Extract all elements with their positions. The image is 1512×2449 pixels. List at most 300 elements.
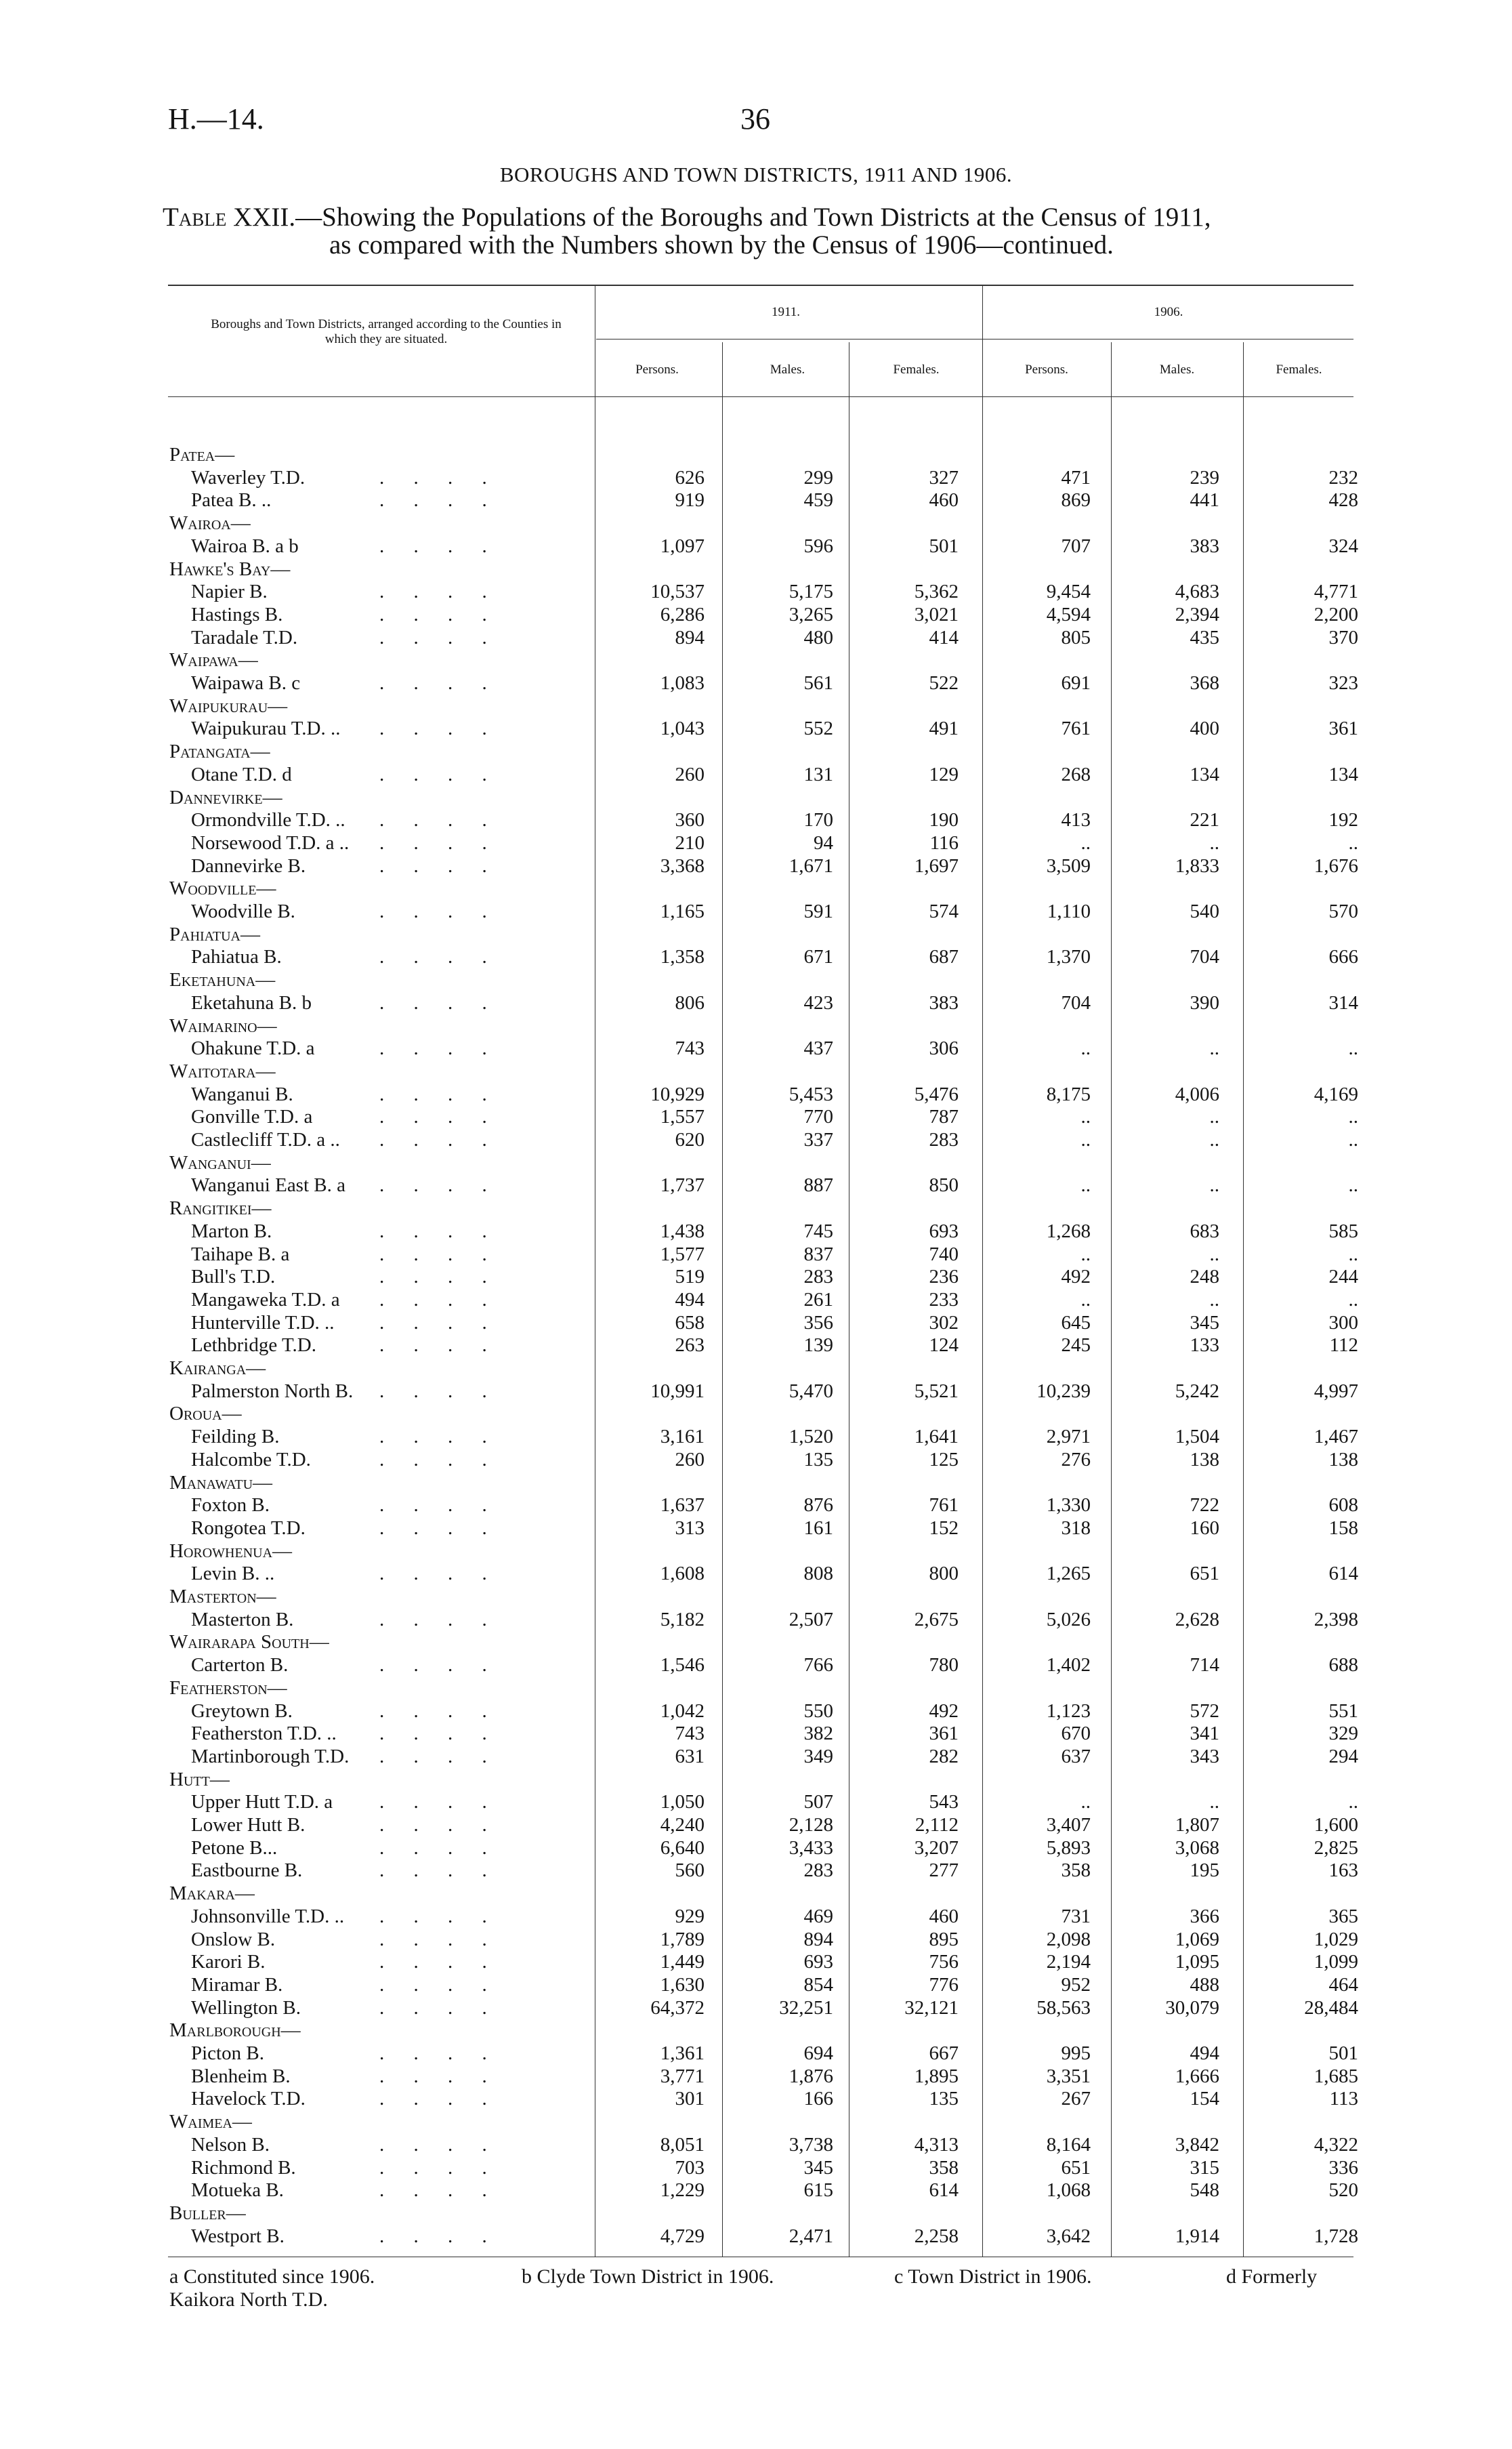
county-name: Hutt— bbox=[169, 1768, 230, 1790]
cell-males-1906: .. bbox=[1209, 1288, 1219, 1311]
cell-persons-1911: 631 bbox=[675, 1745, 705, 1767]
cell-females-1906: 361 bbox=[1328, 718, 1358, 740]
place-name: Marton B. bbox=[191, 1220, 272, 1242]
cell-persons-1906: 8,164 bbox=[1046, 2133, 1091, 2156]
cell-persons-1906: 10,239 bbox=[1036, 1380, 1091, 1402]
place-name: Johnsonville T.D. .. bbox=[191, 1905, 345, 1927]
cell-females-1906: 28,484 bbox=[1304, 1996, 1358, 2019]
cell-females-1906: .. bbox=[1348, 1791, 1358, 1813]
col-persons-1906: Persons. bbox=[1025, 363, 1068, 377]
cell-persons-1911: 1,358 bbox=[660, 946, 705, 968]
table-row bbox=[0, 1037, 1512, 1060]
place-name: Nelson B. bbox=[191, 2133, 270, 2156]
cell-males-1911: 382 bbox=[803, 1723, 833, 1745]
cell-persons-1911: 3,771 bbox=[660, 2065, 705, 2087]
place-name: Wellington B. bbox=[191, 1996, 301, 2019]
place-name: Dannevirke B. bbox=[191, 855, 306, 877]
cell-persons-1906: .. bbox=[1080, 1037, 1091, 1060]
cell-females-1911: 693 bbox=[929, 1220, 959, 1242]
cell-females-1911: 2,258 bbox=[914, 2225, 959, 2247]
table-label: Table XXII. bbox=[163, 203, 296, 232]
cell-persons-1906: 276 bbox=[1061, 1448, 1091, 1470]
cell-females-1911: 491 bbox=[929, 718, 959, 740]
leader-dots: . . . . bbox=[379, 2156, 499, 2179]
county-heading-row bbox=[0, 1357, 1512, 1380]
county-name: Waimarino— bbox=[169, 1014, 277, 1037]
county-heading-row bbox=[0, 695, 1512, 718]
stub-header: Boroughs and Town Districts, arranged according to the Counties in which they are situated. bbox=[211, 317, 562, 346]
cell-males-1906: 221 bbox=[1190, 809, 1219, 831]
cell-males-1906: .. bbox=[1209, 1243, 1219, 1265]
cell-persons-1906: 5,893 bbox=[1046, 1836, 1091, 1859]
county-heading-row bbox=[0, 2111, 1512, 2133]
place-name: Napier B. bbox=[191, 581, 268, 603]
year-1906-header: 1906. bbox=[1154, 305, 1183, 319]
cell-females-1906: 323 bbox=[1328, 672, 1358, 694]
cell-persons-1906: 707 bbox=[1061, 535, 1091, 557]
cell-persons-1911: 4,240 bbox=[660, 1814, 705, 1836]
leader-dots: . . . . bbox=[379, 672, 499, 694]
cell-females-1906: 501 bbox=[1328, 2042, 1358, 2064]
cell-females-1911: 740 bbox=[929, 1243, 959, 1265]
place-name: Halcombe T.D. bbox=[191, 1448, 311, 1470]
cell-males-1906: 4,006 bbox=[1175, 1083, 1219, 1105]
cell-males-1906: 341 bbox=[1190, 1723, 1219, 1745]
table-row bbox=[0, 1859, 1512, 1882]
cell-persons-1906: 651 bbox=[1061, 2156, 1091, 2179]
cell-persons-1911: 703 bbox=[675, 2156, 705, 2179]
cell-males-1911: 5,175 bbox=[789, 581, 833, 603]
cell-persons-1911: 260 bbox=[675, 763, 705, 785]
county-heading-row bbox=[0, 1586, 1512, 1608]
cell-persons-1906: 8,175 bbox=[1046, 1083, 1091, 1105]
cell-males-1906: 540 bbox=[1190, 901, 1219, 922]
cell-females-1906: .. bbox=[1348, 1129, 1358, 1151]
cell-females-1906: 4,997 bbox=[1314, 1380, 1358, 1402]
cell-males-1906: 366 bbox=[1190, 1905, 1219, 1927]
cell-females-1906: 570 bbox=[1328, 901, 1358, 922]
county-name: Wairoa— bbox=[169, 512, 251, 535]
place-name: Lower Hutt B. bbox=[191, 1814, 306, 1836]
cell-persons-1906: .. bbox=[1080, 1129, 1091, 1151]
cell-males-1911: 349 bbox=[803, 1745, 833, 1767]
cell-persons-1911: 3,368 bbox=[660, 855, 705, 877]
cell-persons-1906: .. bbox=[1080, 1106, 1091, 1128]
cell-females-1911: 152 bbox=[929, 1517, 959, 1539]
place-name: Eketahuna B. b bbox=[191, 991, 312, 1014]
cell-persons-1906: 2,194 bbox=[1046, 1951, 1091, 1973]
cell-males-1911: 337 bbox=[803, 1129, 833, 1151]
cell-females-1911: 614 bbox=[929, 2179, 959, 2202]
cell-females-1906: 520 bbox=[1328, 2179, 1358, 2202]
table-caption bbox=[163, 203, 1382, 259]
cell-males-1906: 4,683 bbox=[1175, 581, 1219, 603]
leader-dots: . . . . bbox=[379, 1083, 499, 1105]
county-heading-row bbox=[0, 1403, 1512, 1425]
cell-females-1911: 787 bbox=[929, 1106, 959, 1128]
leader-dots: . . . . bbox=[379, 466, 499, 489]
leader-dots: . . . . bbox=[379, 1951, 499, 1973]
leader-dots: . . . . bbox=[379, 718, 499, 740]
county-name: Horowhenua— bbox=[169, 1540, 293, 1562]
cell-persons-1906: .. bbox=[1080, 831, 1091, 854]
county-name: Oroua— bbox=[169, 1403, 242, 1425]
table-row bbox=[0, 2042, 1512, 2065]
cell-females-1911: 780 bbox=[929, 1654, 959, 1676]
cell-males-1911: 745 bbox=[803, 1220, 833, 1242]
cell-persons-1911: 1,361 bbox=[660, 2042, 705, 2064]
place-name: Richmond B. bbox=[191, 2156, 296, 2179]
table-row bbox=[0, 2225, 1512, 2248]
cell-males-1906: 1,807 bbox=[1175, 1814, 1219, 1836]
cell-persons-1906: 952 bbox=[1061, 1973, 1091, 1996]
cell-males-1906: 722 bbox=[1190, 1494, 1219, 1517]
place-name: Palmerston North B. bbox=[191, 1380, 354, 1402]
cell-persons-1906: 58,563 bbox=[1036, 1996, 1091, 2019]
table-row bbox=[0, 1517, 1512, 1540]
county-name: Featherston— bbox=[169, 1676, 287, 1699]
cell-persons-1911: 1,449 bbox=[660, 1951, 705, 1973]
leader-dots: . . . . bbox=[379, 1380, 499, 1402]
cell-females-1906: .. bbox=[1348, 1288, 1358, 1311]
cell-males-1906: 5,242 bbox=[1175, 1380, 1219, 1402]
leader-dots: . . . . bbox=[379, 1288, 499, 1311]
county-name: Waitotara— bbox=[169, 1060, 276, 1082]
leader-dots: . . . . bbox=[379, 1266, 499, 1288]
cell-females-1911: 895 bbox=[929, 1928, 959, 1950]
cell-females-1906: 4,322 bbox=[1314, 2133, 1358, 2156]
cell-females-1906: 428 bbox=[1328, 489, 1358, 512]
cell-males-1906: 488 bbox=[1190, 1973, 1219, 1996]
cell-females-1906: 1,685 bbox=[1314, 2065, 1358, 2087]
col-males-1906: Males. bbox=[1159, 363, 1195, 377]
cell-persons-1911: 10,991 bbox=[650, 1380, 705, 1402]
table-row bbox=[0, 1997, 1512, 2019]
cell-persons-1911: 929 bbox=[675, 1905, 705, 1927]
cell-males-1911: 552 bbox=[803, 718, 833, 740]
table-row bbox=[0, 604, 1512, 626]
table-row bbox=[0, 1266, 1512, 1288]
county-name: Eketahuna— bbox=[169, 969, 276, 991]
cell-persons-1906: 318 bbox=[1061, 1517, 1091, 1539]
county-heading-row bbox=[0, 444, 1512, 466]
county-heading-row bbox=[0, 1061, 1512, 1083]
table-row bbox=[0, 627, 1512, 649]
cell-persons-1911: 260 bbox=[675, 1448, 705, 1470]
cell-males-1906: 572 bbox=[1190, 1700, 1219, 1722]
cell-males-1911: 94 bbox=[814, 831, 833, 854]
cell-males-1906: 2,394 bbox=[1175, 603, 1219, 625]
cell-females-1911: 383 bbox=[929, 991, 959, 1014]
footnote-c: c Town District in 1906. bbox=[894, 2265, 1092, 2288]
table-row bbox=[0, 672, 1512, 695]
place-name: Waipawa B. c bbox=[191, 672, 301, 694]
county-heading-row bbox=[0, 2202, 1512, 2225]
cell-females-1911: 501 bbox=[929, 535, 959, 557]
year-1911-header: 1911. bbox=[771, 305, 801, 319]
cell-persons-1906: 1,370 bbox=[1046, 946, 1091, 968]
county-name: Masterton— bbox=[169, 1586, 276, 1607]
cell-males-1911: 1,671 bbox=[789, 855, 833, 877]
col-females-1906: Females. bbox=[1276, 363, 1322, 377]
cell-males-1911: 596 bbox=[803, 535, 833, 557]
place-name: Upper Hutt T.D. a bbox=[191, 1791, 333, 1813]
cell-females-1911: 283 bbox=[929, 1129, 959, 1151]
cell-females-1911: 233 bbox=[929, 1288, 959, 1311]
place-name: Gonville T.D. a bbox=[191, 1106, 313, 1128]
cell-males-1906: 138 bbox=[1190, 1448, 1219, 1470]
cell-persons-1911: 658 bbox=[675, 1311, 705, 1334]
cell-males-1906: 704 bbox=[1190, 946, 1219, 968]
cell-males-1906: 134 bbox=[1190, 763, 1219, 785]
cell-males-1906: 1,069 bbox=[1175, 1928, 1219, 1950]
cell-persons-1906: 492 bbox=[1061, 1266, 1091, 1288]
cell-females-1906: 294 bbox=[1328, 1745, 1358, 1767]
cell-males-1906: 435 bbox=[1190, 626, 1219, 649]
place-name: Hastings B. bbox=[191, 603, 283, 625]
place-name: Castlecliff T.D. a .. bbox=[191, 1129, 340, 1151]
leader-dots: . . . . bbox=[379, 1608, 499, 1630]
cell-persons-1906: 761 bbox=[1061, 718, 1091, 740]
cell-females-1906: 614 bbox=[1328, 1563, 1358, 1585]
cell-persons-1906: 471 bbox=[1061, 466, 1091, 489]
cell-males-1906: 1,666 bbox=[1175, 2065, 1219, 2087]
table-row bbox=[0, 1380, 1512, 1403]
table-row bbox=[0, 1609, 1512, 1631]
cell-females-1906: 244 bbox=[1328, 1266, 1358, 1288]
county-name: Kairanga— bbox=[169, 1357, 266, 1379]
cell-females-1911: 32,121 bbox=[904, 1996, 959, 2019]
cell-persons-1911: 10,537 bbox=[650, 581, 705, 603]
footnote-d-continued: Kaikora North T.D. bbox=[169, 2288, 328, 2311]
cell-males-1906: 494 bbox=[1190, 2042, 1219, 2064]
cell-persons-1906: 645 bbox=[1061, 1311, 1091, 1334]
table-row bbox=[0, 535, 1512, 558]
cell-males-1911: 437 bbox=[803, 1037, 833, 1060]
leader-dots: . . . . bbox=[379, 1745, 499, 1767]
cell-females-1906: 365 bbox=[1328, 1905, 1358, 1927]
county-name: Wanganui— bbox=[169, 1151, 271, 1174]
cell-males-1906: 315 bbox=[1190, 2156, 1219, 2179]
leader-dots: . . . . bbox=[379, 489, 499, 512]
cell-females-1906: 608 bbox=[1328, 1494, 1358, 1517]
table-row bbox=[0, 489, 1512, 512]
table-row bbox=[0, 581, 1512, 603]
cell-females-1911: 4,313 bbox=[914, 2133, 959, 2156]
county-name: Waimea— bbox=[169, 2111, 252, 2133]
place-name: Onslow B. bbox=[191, 1928, 276, 1950]
table-row bbox=[0, 1449, 1512, 1471]
cell-females-1911: 277 bbox=[929, 1859, 959, 1882]
leader-dots: . . . . bbox=[379, 1448, 499, 1470]
cell-persons-1906: 4,594 bbox=[1046, 603, 1091, 625]
cell-females-1906: 329 bbox=[1328, 1723, 1358, 1745]
leader-dots: . . . . bbox=[379, 603, 499, 625]
place-name: Motueka B. bbox=[191, 2179, 284, 2202]
cell-females-1911: 282 bbox=[929, 1745, 959, 1767]
cell-females-1906: 1,029 bbox=[1314, 1928, 1358, 1950]
place-name: Levin B. .. bbox=[191, 1563, 275, 1585]
county-heading-row bbox=[0, 924, 1512, 946]
cell-males-1911: 876 bbox=[803, 1494, 833, 1517]
leader-dots: . . . . bbox=[379, 2042, 499, 2064]
cell-females-1906: 688 bbox=[1328, 1654, 1358, 1676]
cell-females-1911: 1,641 bbox=[914, 1426, 959, 1448]
county-name: Manawatu— bbox=[169, 1471, 273, 1494]
cell-females-1906: .. bbox=[1348, 1243, 1358, 1265]
place-name: Wanganui B. bbox=[191, 1083, 293, 1105]
leader-dots: . . . . bbox=[379, 1654, 499, 1676]
table-row bbox=[0, 1106, 1512, 1128]
cell-persons-1911: 1,042 bbox=[660, 1700, 705, 1722]
leader-dots: . . . . bbox=[379, 581, 499, 603]
cell-females-1906: 113 bbox=[1329, 2088, 1358, 2110]
leader-dots: . . . . bbox=[379, 1928, 499, 1950]
cell-persons-1911: 1,557 bbox=[660, 1106, 705, 1128]
cell-males-1911: 837 bbox=[803, 1243, 833, 1265]
county-name: Patangata— bbox=[169, 741, 270, 763]
county-heading-row bbox=[0, 2019, 1512, 2042]
cell-males-1906: 1,504 bbox=[1175, 1426, 1219, 1448]
cell-females-1906: 4,169 bbox=[1314, 1083, 1358, 1105]
cell-males-1911: 423 bbox=[803, 991, 833, 1014]
cell-females-1906: 1,676 bbox=[1314, 855, 1358, 877]
leader-dots: . . . . bbox=[379, 763, 499, 785]
table-row bbox=[0, 2179, 1512, 2202]
cell-persons-1906: 3,642 bbox=[1046, 2225, 1091, 2247]
cell-males-1911: 2,507 bbox=[789, 1608, 833, 1630]
table-row bbox=[0, 1837, 1512, 1859]
cell-females-1911: 361 bbox=[929, 1723, 959, 1745]
cell-persons-1911: 313 bbox=[675, 1517, 705, 1539]
cell-persons-1911: 806 bbox=[675, 991, 705, 1014]
county-heading-row bbox=[0, 1472, 1512, 1494]
cell-persons-1911: 5,182 bbox=[660, 1608, 705, 1630]
cell-persons-1911: 8,051 bbox=[660, 2133, 705, 2156]
cell-males-1911: 561 bbox=[803, 672, 833, 694]
cell-persons-1911: 1,438 bbox=[660, 1220, 705, 1242]
cell-females-1906: 314 bbox=[1328, 991, 1358, 1014]
caption-line-1: —Showing the Populations of the Boroughs and Town Districts at the Census of 1911, bbox=[295, 203, 1211, 232]
cell-persons-1911: 1,050 bbox=[660, 1791, 705, 1813]
cell-males-1906: 30,079 bbox=[1165, 1996, 1219, 2019]
cell-females-1906: 370 bbox=[1328, 626, 1358, 649]
table-row bbox=[0, 901, 1512, 923]
place-name: Norsewood T.D. a .. bbox=[191, 831, 350, 854]
leader-dots: . . . . bbox=[379, 1037, 499, 1060]
cell-males-1911: 694 bbox=[803, 2042, 833, 2064]
place-name: Greytown B. bbox=[191, 1700, 293, 1722]
cell-persons-1911: 1,097 bbox=[660, 535, 705, 557]
county-heading-row bbox=[0, 741, 1512, 763]
county-name: Hawke's Bay— bbox=[169, 558, 291, 580]
cell-persons-1911: 1,789 bbox=[660, 1928, 705, 1950]
cell-males-1906: 548 bbox=[1190, 2179, 1219, 2202]
cell-persons-1911: 1,083 bbox=[660, 672, 705, 694]
leader-dots: . . . . bbox=[379, 1517, 499, 1539]
cell-females-1911: 116 bbox=[929, 831, 959, 854]
cell-males-1911: 507 bbox=[803, 1791, 833, 1813]
table-row bbox=[0, 764, 1512, 786]
cell-females-1906: 1,099 bbox=[1314, 1951, 1358, 1973]
table-row bbox=[0, 1951, 1512, 1973]
cell-persons-1911: 1,043 bbox=[660, 718, 705, 740]
cell-persons-1911: 519 bbox=[675, 1266, 705, 1288]
cell-males-1911: 1,520 bbox=[789, 1426, 833, 1448]
cell-persons-1911: 494 bbox=[675, 1288, 705, 1311]
cell-males-1911: 693 bbox=[803, 1951, 833, 1973]
cell-males-1911: 770 bbox=[803, 1106, 833, 1128]
cell-females-1911: 543 bbox=[929, 1791, 959, 1813]
cell-females-1906: 134 bbox=[1328, 763, 1358, 785]
place-name: Featherston T.D. .. bbox=[191, 1723, 337, 1745]
place-name: Woodville B. bbox=[191, 901, 295, 922]
cell-females-1906: 2,398 bbox=[1314, 1608, 1358, 1630]
place-name: Ormondville T.D. .. bbox=[191, 809, 345, 831]
cell-males-1911: 3,738 bbox=[789, 2133, 833, 2156]
cell-persons-1906: 413 bbox=[1061, 809, 1091, 831]
cell-males-1911: 2,471 bbox=[789, 2225, 833, 2247]
cell-males-1911: 480 bbox=[803, 626, 833, 649]
table-row bbox=[0, 946, 1512, 968]
cell-males-1911: 356 bbox=[803, 1311, 833, 1334]
cell-males-1911: 469 bbox=[803, 1905, 833, 1927]
county-name: Patea— bbox=[169, 444, 235, 466]
leader-dots: . . . . bbox=[379, 991, 499, 1014]
cell-persons-1911: 360 bbox=[675, 809, 705, 831]
place-name: Petone B... bbox=[191, 1836, 278, 1859]
leader-dots: . . . . bbox=[379, 1814, 499, 1836]
cell-persons-1906: 2,971 bbox=[1046, 1426, 1091, 1448]
cell-females-1906: 4,771 bbox=[1314, 581, 1358, 603]
cell-males-1906: 1,095 bbox=[1175, 1951, 1219, 1973]
cell-females-1911: 327 bbox=[929, 466, 959, 489]
cell-males-1911: 591 bbox=[803, 901, 833, 922]
cell-persons-1906: 995 bbox=[1061, 2042, 1091, 2064]
cell-females-1906: 1,467 bbox=[1314, 1426, 1358, 1448]
cell-males-1906: 1,914 bbox=[1175, 2225, 1219, 2247]
cell-males-1911: 161 bbox=[803, 1517, 833, 1539]
cell-males-1911: 2,128 bbox=[789, 1814, 833, 1836]
cell-persons-1911: 626 bbox=[675, 466, 705, 489]
cell-males-1906: 2,628 bbox=[1175, 1608, 1219, 1630]
cell-females-1911: 358 bbox=[929, 2156, 959, 2179]
cell-females-1911: 1,895 bbox=[914, 2065, 959, 2087]
leader-dots: . . . . bbox=[379, 855, 499, 877]
cell-females-1906: .. bbox=[1348, 1174, 1358, 1197]
county-name: Rangitikei— bbox=[169, 1197, 272, 1220]
cell-females-1906: 158 bbox=[1328, 1517, 1358, 1539]
cell-persons-1906: 691 bbox=[1061, 672, 1091, 694]
cell-females-1906: 585 bbox=[1328, 1220, 1358, 1242]
cell-males-1906: .. bbox=[1209, 1791, 1219, 1813]
county-heading-row bbox=[0, 1015, 1512, 1037]
place-name: Waipukurau T.D. .. bbox=[191, 718, 341, 740]
cell-females-1906: .. bbox=[1348, 1037, 1358, 1060]
leader-dots: . . . . bbox=[379, 535, 499, 557]
table-row bbox=[0, 1084, 1512, 1106]
cell-persons-1911: 620 bbox=[675, 1129, 705, 1151]
cell-females-1911: 574 bbox=[929, 901, 959, 922]
table-row bbox=[0, 1312, 1512, 1334]
cell-males-1911: 131 bbox=[803, 763, 833, 785]
leader-dots: . . . . bbox=[379, 1426, 499, 1448]
cell-persons-1911: 919 bbox=[675, 489, 705, 512]
cell-females-1911: 850 bbox=[929, 1174, 959, 1197]
header-rule-top bbox=[168, 285, 1353, 286]
place-name: Patea B. .. bbox=[191, 489, 272, 512]
leader-dots: . . . . bbox=[379, 809, 499, 831]
